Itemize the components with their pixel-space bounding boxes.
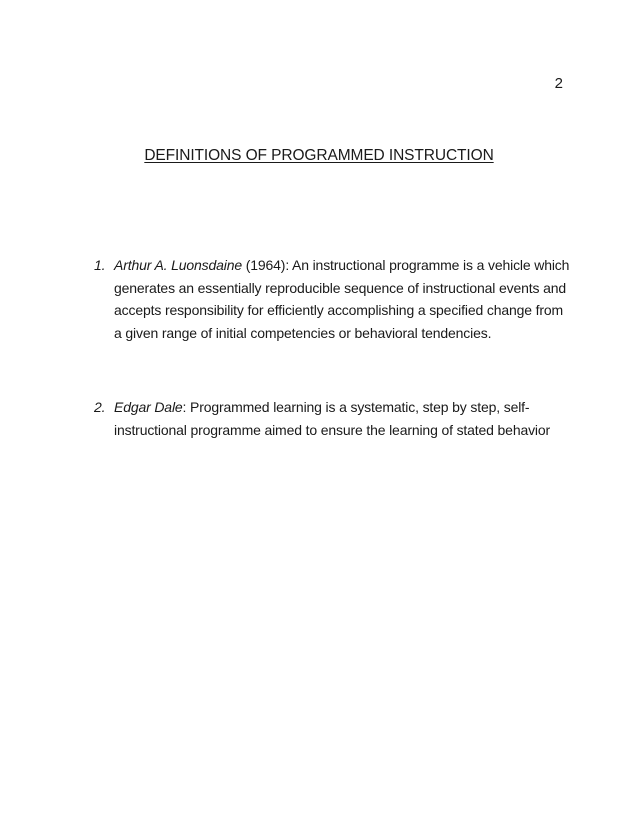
definition-number: 1. (94, 257, 106, 273)
definition-item (94, 254, 574, 344)
definition-separator: : (182, 399, 191, 415)
page-title: DEFINITIONS OF PROGRAMMED INSTRUCTION (144, 147, 494, 164)
definition-list-1 (94, 254, 574, 344)
definition-text: An instructional programme is a vehicle which generates an essentially reproducible sequence of instructional events and accepts responsibility for efficiently accomplishing a specified change from a given range of initial competencies or behavioral tendencies. (114, 257, 570, 341)
page-number: 2 (554, 75, 563, 92)
definition-author: Edgar Dale (114, 399, 183, 415)
definition-list-2 (94, 396, 574, 441)
definition-year: (1964): (242, 257, 293, 273)
definition-number: 2. (94, 399, 106, 415)
definition-item (94, 396, 574, 441)
definition-text: Programmed learning is a systematic, step by step, self-instructional programme aimed to ensure the learning of stated behavior (114, 399, 551, 438)
definition-author: Arthur A. Luonsdaine (114, 257, 243, 273)
